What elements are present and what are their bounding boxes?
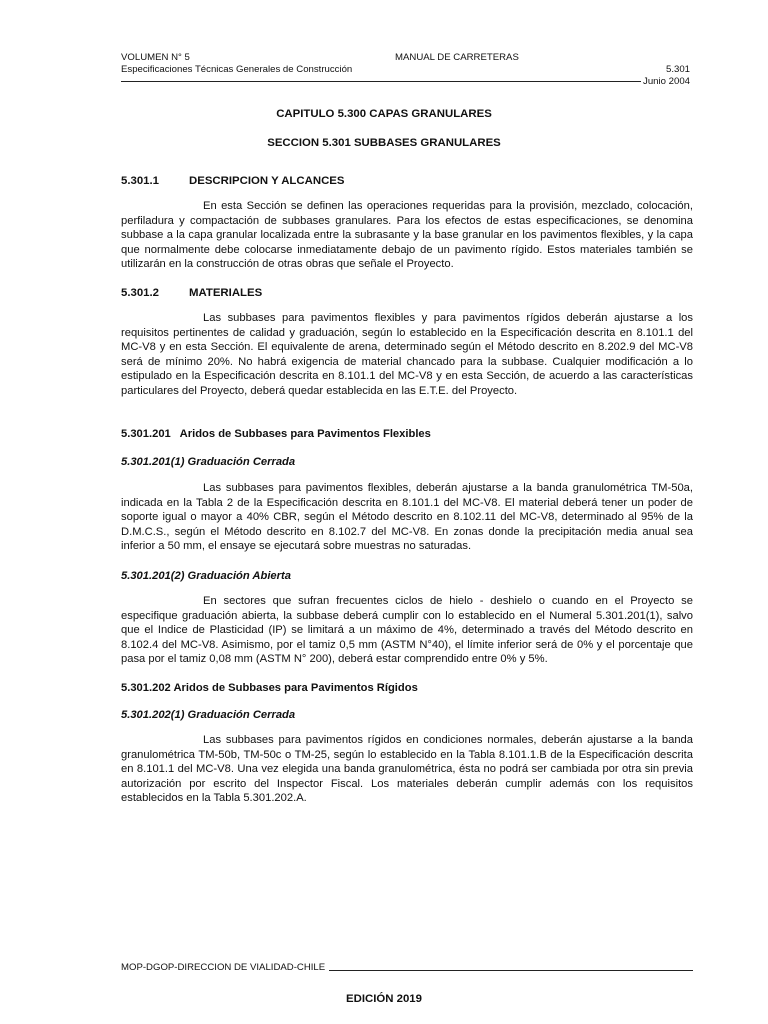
section-number: 5.301.1 xyxy=(121,175,160,187)
section-heading-text: DESCRIPCION Y ALCANCES xyxy=(189,175,345,187)
volume-label: VOLUMEN N° 5 xyxy=(121,52,190,63)
header-date: Junio 2004 xyxy=(643,76,690,87)
subsubsection-heading-cerrada-flexibles: 5.301.201(1) Graduación Cerrada xyxy=(121,456,296,468)
footer-rule xyxy=(329,970,693,971)
header-subtitle: Especificaciones Técnicas Generales de Construcción xyxy=(121,64,353,75)
paragraph-materiales: Las subbases para pavimentos flexibles y para pavimentos rígidos deberán ajustarse a los requisitos pertinentes de calidad y graduación, según lo establecido en la Especificación descrita en 8.101.1 del MC-V8 y en esta Sección. El equivalente de arena, determinado según el Método descrito en 8.202.9 del MC-V8 será de mínimo 20%. No habrá exigencia de material chancado para la subbase. Cualquier modificación a lo estipulado en la Especificación descrita en 8.101.1 del MC-V8 y en esta Sección, de acuerdo a las características particulares del Proyecto, deberá quedar establecida en las E.T.E. del Proyecto. xyxy=(121,312,693,397)
manual-title: MANUAL DE CARRETERAS xyxy=(395,52,519,63)
subsection-heading-flexibles: 5.301.201 Aridos de Subbases para Pavimentos Flexibles xyxy=(121,428,431,440)
subsubsection-heading-cerrada-rigidos: 5.301.202(1) Graduación Cerrada xyxy=(121,709,296,721)
paragraph-descripcion: En esta Sección se definen las operaciones requeridas para la provisión, mezclado, colocación, perfiladura y compactación de subbases granulares. Para los efectos de estas especificaciones, se denomina subbase a la capa granular localizada entre la subrasante y la base granular en los pavimentos flexibles, y la capa que normalmente debe colocarse inmediatamente debajo de un pavimento rígido. Estos materiales también se utilizarán en la construcción de otras obras que señale el Proyecto. xyxy=(121,200,693,270)
section-number: 5.301.2 xyxy=(121,287,160,299)
subsection-heading-rigidos: 5.301.202 Aridos de Subbases para Pavimentos Rígidos xyxy=(121,682,418,694)
subsubsection-heading-abierta: 5.301.201(2) Graduación Abierta xyxy=(121,570,291,582)
section-heading-text: MATERIALES xyxy=(189,287,263,299)
section-heading-materiales xyxy=(121,287,262,300)
section-heading-descripcion xyxy=(121,175,345,188)
paragraph-cerrada-rigidos: Las subbases para pavimentos rígidos en condiciones normales, deberán ajustarse a la banda granulométrica TM-50b, TM-50c o TM-25, según lo establecido en la Tabla 8.101.1.B de la Especificación descrita en 8.101.1 del MC-V8. Una vez elegida una banda granulométrica, ésta no podrá ser cambiada por otra sin previa autorización por escrito del Inspector Fiscal. Los materiales deberán cumplir además con los requisitos establecidos en la Tabla 5.301.202.A. xyxy=(121,734,693,804)
header-rule xyxy=(121,81,641,82)
chapter-title: CAPITULO 5.300 CAPAS GRANULARES xyxy=(276,108,492,120)
paragraph-abierta: En sectores que sufran frecuentes ciclos de hielo - deshielo o cuando en el Proyecto se especifique graduación abierta, la subbase deberá cumplir con lo establecido en el Numeral 5.301.201(1), salvo que el Indice de Plasticidad (IP) se limitará a un máximo de 4%, determinado a través del Método descrito en 8.102.4 del MC-V8. Asimismo, por el tamiz 0,5 mm (ASTM N°40), el límite inferior será de 0% y el porcentaje que pasa por el tamiz 0,08 mm (ASTM N° 200), deberá estar comprendido entre 0% y 5%. xyxy=(121,595,693,665)
section-reference: 5.301 xyxy=(665,64,690,75)
edition-label: EDICIÓN 2019 xyxy=(346,993,422,1005)
footer xyxy=(121,962,693,973)
footer-agency: MOP-DGOP-DIRECCION DE VIALIDAD-CHILE xyxy=(121,962,326,973)
section-title: SECCION 5.301 SUBBASES GRANULARES xyxy=(267,137,501,149)
paragraph-cerrada-flexibles: Las subbases para pavimentos flexibles, deberán ajustarse a la banda granulométrica TM-50a, indicada en la Tabla 2 de la Especificación descrita en 8.101.1 del MC-V8. El material deberá tener un poder de soporte igual o mayor a 40% CBR, según el Método descrito en 8.102.11 del MC-V8, determinado al 95% de la D.M.C.S., según el Método descrito en 8.102.7 del MC-V8. En zonas donde la precipitación media anual sea inferior a 50 mm, el ensaye se ejecutará sobre muestras no saturadas. xyxy=(121,482,693,552)
